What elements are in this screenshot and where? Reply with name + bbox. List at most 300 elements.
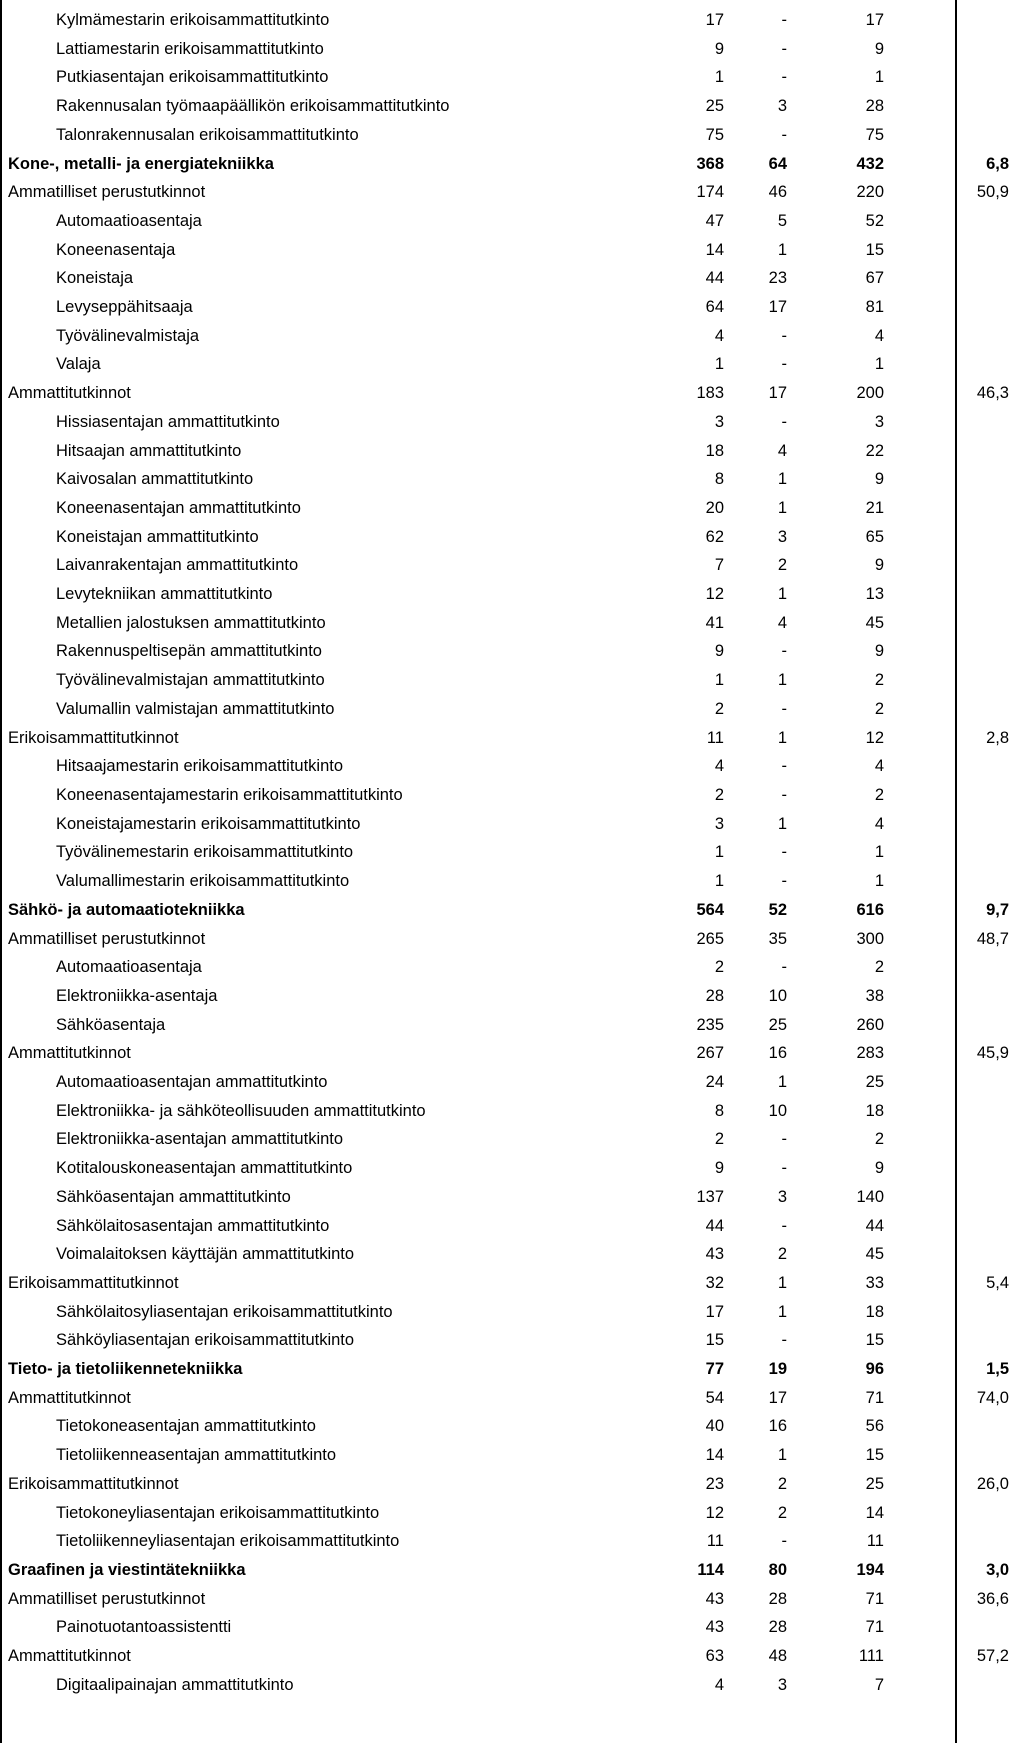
percent-cell: 2,8 (986, 728, 1009, 747)
table-row (2, 982, 1011, 1011)
table-row (2, 1527, 1011, 1556)
count-a-cell: 62 (705, 527, 724, 546)
percent-cell (884, 1068, 1011, 1097)
count-b-cell: 1 (777, 671, 787, 690)
qualification-name-cell: Ammattitutkinnot (8, 1647, 131, 1666)
qualification-name-cell: Erikoisammattitutkinnot (8, 1273, 179, 1292)
count-a-cell: 9 (714, 39, 724, 58)
qualification-name-cell: Levyseppähitsaaja (56, 298, 193, 317)
count-b-cell: 1 (777, 1273, 787, 1292)
qualification-name-cell: Hissiasentajan ammattitutkinto (56, 412, 280, 431)
count-b-cell: 17 (768, 384, 787, 403)
table-row (2, 1011, 1011, 1040)
count-b-cell: 80 (768, 1560, 787, 1579)
count-a-cell: 25 (705, 97, 724, 116)
percent-cell (884, 293, 1011, 322)
count-b-cell: - (781, 1532, 787, 1551)
count-b-cell: 17 (768, 298, 787, 317)
count-b-cell: - (781, 872, 787, 891)
total-cell: 2 (874, 785, 884, 804)
percent-cell (884, 551, 1011, 580)
count-a-cell: 4 (714, 1675, 724, 1694)
total-cell: 9 (874, 470, 884, 489)
percent-cell (884, 6, 1011, 35)
count-b-cell: - (781, 1216, 787, 1235)
subtotal-row (2, 1585, 1011, 1614)
count-b-cell: - (781, 68, 787, 87)
count-a-cell: 44 (705, 269, 724, 288)
count-a-cell: 18 (705, 441, 724, 460)
total-cell: 25 (865, 1073, 884, 1092)
table-row (2, 695, 1011, 724)
count-b-cell: 28 (768, 1589, 787, 1608)
count-a-cell: 114 (697, 1560, 724, 1579)
count-b-cell: - (781, 412, 787, 431)
total-cell: 67 (865, 269, 884, 288)
percent-cell (884, 35, 1011, 64)
percent-cell: 1,5 (986, 1360, 1009, 1379)
count-b-cell: 19 (768, 1360, 787, 1379)
percent-cell (884, 1499, 1011, 1528)
table-row (2, 121, 1011, 150)
count-b-cell: 3 (777, 1675, 787, 1694)
total-cell: 3 (874, 412, 884, 431)
total-cell: 44 (865, 1216, 884, 1235)
count-a-cell: 368 (696, 154, 724, 173)
qualification-name-cell: Tietoliikenneasentajan ammattitutkinto (56, 1446, 337, 1465)
count-b-cell: 16 (768, 1417, 787, 1436)
total-cell: 4 (874, 326, 884, 345)
qualification-name-cell: Työvälinevalmistaja (56, 326, 200, 345)
count-a-cell: 11 (706, 1532, 724, 1551)
table-row (2, 1125, 1011, 1154)
qualification-name-cell: Sähköasentajan ammattitutkinto (56, 1187, 291, 1206)
count-b-cell: 2 (777, 1245, 787, 1264)
percent-cell (884, 666, 1011, 695)
qualification-name-cell: Elektroniikka- ja sähköteollisuuden ammattitutkinto (56, 1101, 426, 1120)
qualification-name-cell: Koneenasentajan ammattitutkinto (56, 498, 301, 517)
total-cell: 11 (866, 1532, 884, 1551)
qualification-name-cell: Levytekniikan ammattitutkinto (56, 585, 273, 604)
count-b-cell: 1 (777, 585, 787, 604)
qualification-name-cell: Koneistajamestarin erikoisammattitutkinto (56, 814, 361, 833)
subtotal-row (2, 1269, 1011, 1298)
count-b-cell: 2 (777, 1474, 787, 1493)
total-cell: 13 (865, 585, 884, 604)
count-b-cell: 10 (768, 1101, 787, 1120)
total-cell: 45 (865, 613, 884, 632)
count-a-cell: 1 (714, 671, 724, 690)
count-a-cell: 1 (714, 872, 724, 891)
percent-cell (884, 580, 1011, 609)
table-row (2, 494, 1011, 523)
count-a-cell: 75 (705, 125, 724, 144)
count-a-cell: 14 (705, 1446, 724, 1465)
subtotal-row (2, 925, 1011, 954)
count-b-cell: 3 (777, 1187, 787, 1206)
percent-cell (884, 350, 1011, 379)
qualification-name-cell: Ammatilliset perustutkinnot (8, 929, 206, 948)
table-row (2, 1183, 1011, 1212)
table-row (2, 953, 1011, 982)
percent-cell (884, 408, 1011, 437)
count-b-cell: 1 (777, 240, 787, 259)
total-cell: 4 (874, 757, 884, 776)
qualification-name-cell: Sähkölaitosyliasentajan erikoisammattitutkinto (56, 1302, 393, 1321)
percent-cell (884, 1154, 1011, 1183)
count-a-cell: 1 (714, 355, 724, 374)
qualification-name-cell: Kaivosalan ammattitutkinto (56, 470, 254, 489)
qualification-name-cell: Hitsaajamestarin erikoisammattitutkinto (56, 757, 344, 776)
total-cell: 18 (865, 1101, 884, 1120)
table-row (2, 1298, 1011, 1327)
qualification-name-cell: Tietoliikenneyliasentajan erikoisammattitutkinto (56, 1532, 400, 1551)
subtotal-row (2, 1384, 1011, 1413)
qualification-name-cell: Laivanrakentajan ammattitutkinto (56, 556, 299, 575)
count-b-cell: 1 (777, 498, 787, 517)
qualification-name-cell: Työvälinevalmistajan ammattitutkinto (56, 671, 325, 690)
count-a-cell: 2 (714, 958, 724, 977)
table-row (2, 1613, 1011, 1642)
percent-cell (884, 1326, 1011, 1355)
percent-cell (884, 810, 1011, 839)
count-a-cell: 24 (705, 1073, 724, 1092)
total-cell: 71 (865, 1388, 884, 1407)
count-b-cell: 17 (768, 1388, 787, 1407)
count-b-cell: 23 (768, 269, 787, 288)
count-b-cell: 2 (777, 556, 787, 575)
qualification-name-cell: Talonrakennusalan erikoisammattitutkinto (56, 125, 359, 144)
percent-cell (884, 867, 1011, 896)
qualification-name-cell: Työvälinemestarin erikoisammattitutkinto (56, 843, 354, 862)
total-cell: 432 (856, 154, 884, 173)
count-a-cell: 265 (696, 929, 724, 948)
subtotal-row (2, 1039, 1011, 1068)
count-a-cell: 14 (705, 240, 724, 259)
percent-cell (884, 781, 1011, 810)
percent-cell (884, 1527, 1011, 1556)
subtotal-row (2, 178, 1011, 207)
percent-cell: 57,2 (976, 1647, 1009, 1666)
total-cell: 2 (874, 958, 884, 977)
total-cell: 9 (874, 642, 884, 661)
total-cell: 21 (865, 498, 884, 517)
count-a-cell: 28 (705, 986, 724, 1005)
total-cell: 2 (874, 699, 884, 718)
count-a-cell: 47 (705, 211, 724, 230)
table-row (2, 408, 1011, 437)
subtotal-row (2, 724, 1011, 753)
count-a-cell: 8 (714, 470, 724, 489)
percent-cell: 36,6 (976, 1589, 1009, 1608)
table-row (2, 637, 1011, 666)
count-b-cell: 46 (768, 183, 787, 202)
total-cell: 71 (865, 1589, 884, 1608)
count-b-cell: 5 (777, 211, 787, 230)
percent-cell (884, 207, 1011, 236)
total-cell: 15 (865, 1331, 884, 1350)
qualification-name-cell: Ammattitutkinnot (8, 1044, 131, 1063)
percent-cell: 9,7 (986, 900, 1009, 919)
total-cell: 25 (865, 1474, 884, 1493)
qualification-name-cell: Elektroniikka-asentaja (56, 986, 218, 1005)
table-row (2, 350, 1011, 379)
total-cell: 220 (856, 183, 884, 202)
count-a-cell: 17 (705, 11, 724, 29)
percent-cell: 45,9 (976, 1044, 1009, 1063)
count-b-cell: - (781, 1159, 787, 1178)
count-b-cell: - (781, 785, 787, 804)
qualification-name-cell: Koneenasentajamestarin erikoisammattitutkinto (56, 785, 403, 804)
table-row (2, 551, 1011, 580)
table-row (2, 1671, 1011, 1700)
total-cell: 9 (874, 39, 884, 58)
qualification-name-cell: Elektroniikka-asentajan ammattitutkinto (56, 1130, 344, 1149)
table-row (2, 838, 1011, 867)
subtotal-row (2, 1470, 1011, 1499)
percent-cell (884, 322, 1011, 351)
qualification-name-cell: Putkiasentajan erikoisammattitutkinto (56, 68, 329, 87)
count-a-cell: 3 (714, 814, 724, 833)
count-b-cell: 48 (768, 1647, 787, 1666)
count-b-cell: 35 (768, 929, 787, 948)
table-row (2, 752, 1011, 781)
table-row (2, 63, 1011, 92)
total-cell: 7 (874, 1675, 884, 1694)
table-row (2, 264, 1011, 293)
count-b-cell: - (781, 125, 787, 144)
table-row (2, 609, 1011, 638)
total-cell: 1 (874, 68, 884, 87)
count-b-cell: 1 (777, 814, 787, 833)
qualification-name-cell: Graafinen ja viestintätekniikka (8, 1560, 246, 1579)
percent-cell: 3,0 (986, 1560, 1009, 1579)
percent-cell (884, 494, 1011, 523)
count-a-cell: 43 (705, 1618, 724, 1637)
percent-cell: 74,0 (976, 1388, 1009, 1407)
count-a-cell: 54 (705, 1388, 724, 1407)
total-cell: 300 (856, 929, 884, 948)
percent-cell (884, 465, 1011, 494)
percent-cell (884, 695, 1011, 724)
table-row (2, 35, 1011, 64)
percent-cell (884, 838, 1011, 867)
qualification-name-cell: Sähköyliasentajan erikoisammattitutkinto (56, 1331, 355, 1350)
qualification-name-cell: Voimalaitoksen käyttäjän ammattitutkinto (56, 1245, 355, 1264)
subtotal-row (2, 379, 1011, 408)
qualification-name-cell: Ammattitutkinnot (8, 1388, 131, 1407)
table-row (2, 1097, 1011, 1126)
count-b-cell: - (781, 11, 787, 29)
total-cell: 56 (865, 1417, 884, 1436)
count-b-cell: 52 (768, 900, 787, 919)
table-row (2, 1212, 1011, 1241)
subtotal-row (2, 1642, 1011, 1671)
count-b-cell: 1 (777, 728, 787, 747)
table-row (2, 236, 1011, 265)
count-b-cell: 1 (777, 470, 787, 489)
table-row (2, 781, 1011, 810)
table-row (2, 1441, 1011, 1470)
total-cell: 111 (858, 1647, 884, 1666)
qualification-name-cell: Tietokoneyliasentajan erikoisammattitutkinto (56, 1503, 380, 1522)
table-row (2, 810, 1011, 839)
count-b-cell: - (781, 355, 787, 374)
count-b-cell: - (781, 1331, 787, 1350)
count-b-cell: - (781, 699, 787, 718)
total-cell: 2 (874, 671, 884, 690)
percent-cell (884, 437, 1011, 466)
count-b-cell: 64 (768, 154, 787, 173)
table-row (2, 6, 1011, 35)
count-a-cell: 64 (705, 298, 724, 317)
count-b-cell: 1 (777, 1302, 787, 1321)
count-a-cell: 564 (696, 900, 724, 919)
total-cell: 17 (865, 11, 884, 29)
percent-cell: 6,8 (986, 154, 1009, 173)
count-a-cell: 4 (714, 326, 724, 345)
percent-cell (884, 637, 1011, 666)
table-row (2, 1154, 1011, 1183)
total-cell: 1 (874, 843, 884, 862)
table-row (2, 1412, 1011, 1441)
percent-cell (884, 609, 1011, 638)
count-b-cell: 1 (777, 1446, 787, 1465)
total-cell: 45 (865, 1245, 884, 1264)
qualification-name-cell: Automaatioasentaja (56, 958, 202, 977)
percent-cell (884, 1097, 1011, 1126)
total-cell: 14 (865, 1503, 884, 1522)
total-cell: 9 (874, 556, 884, 575)
qualification-name-cell: Tietokoneasentajan ammattitutkinto (56, 1417, 316, 1436)
count-a-cell: 9 (714, 1159, 724, 1178)
qualification-name-cell: Valaja (56, 355, 101, 374)
total-cell: 81 (865, 298, 884, 317)
total-cell: 9 (874, 1159, 884, 1178)
count-a-cell: 8 (714, 1101, 724, 1120)
total-cell: 616 (856, 900, 884, 919)
total-cell: 33 (865, 1273, 884, 1292)
qualification-statistics-table (2, 6, 1011, 1699)
total-cell: 194 (856, 1560, 884, 1579)
percent-cell (884, 1412, 1011, 1441)
count-b-cell: - (781, 326, 787, 345)
total-cell: 12 (865, 728, 884, 747)
count-a-cell: 40 (705, 1417, 724, 1436)
section-header-row (2, 896, 1011, 925)
table-row (2, 1499, 1011, 1528)
table-row (2, 1326, 1011, 1355)
table-row (2, 293, 1011, 322)
percent-cell (884, 1613, 1011, 1642)
section-header-row (2, 1556, 1011, 1585)
percent-cell: 48,7 (976, 929, 1009, 948)
percent-cell (884, 1240, 1011, 1269)
count-a-cell: 44 (705, 1216, 724, 1235)
qualification-name-cell: Ammatilliset perustutkinnot (8, 1589, 206, 1608)
qualification-name-cell: Koneenasentaja (56, 240, 176, 259)
percent-cell (884, 1212, 1011, 1241)
count-b-cell: - (781, 39, 787, 58)
qualification-name-cell: Erikoisammattitutkinnot (8, 1474, 179, 1493)
qualification-name-cell: Rakennusalan työmaapäällikön erikoisammattitutkinto (56, 97, 450, 116)
table-row (2, 322, 1011, 351)
total-cell: 28 (865, 97, 884, 116)
count-a-cell: 4 (714, 757, 724, 776)
qualification-name-cell: Kone-, metalli- ja energiatekniikka (8, 154, 274, 173)
count-b-cell: 3 (777, 97, 787, 116)
count-b-cell: 1 (777, 1073, 787, 1092)
count-b-cell: 4 (777, 441, 787, 460)
qualification-name-cell: Koneistaja (56, 269, 134, 288)
count-a-cell: 12 (705, 585, 724, 604)
qualification-name-cell: Koneistajan ammattitutkinto (56, 527, 259, 546)
total-cell: 1 (874, 872, 884, 891)
count-a-cell: 137 (696, 1187, 724, 1206)
count-b-cell: - (781, 843, 787, 862)
count-a-cell: 3 (714, 412, 724, 431)
percent-cell (884, 1125, 1011, 1154)
count-b-cell: 3 (777, 527, 787, 546)
percent-cell: 50,9 (976, 183, 1009, 202)
qualification-name-cell: Sähkölaitosasentajan ammattitutkinto (56, 1216, 330, 1235)
count-a-cell: 20 (705, 498, 724, 517)
count-b-cell: 28 (768, 1618, 787, 1637)
percent-cell (884, 121, 1011, 150)
total-cell: 65 (865, 527, 884, 546)
qualification-name-cell: Sähköasentaja (56, 1015, 166, 1034)
total-cell: 96 (865, 1360, 884, 1379)
percent-cell (884, 752, 1011, 781)
count-b-cell: - (781, 757, 787, 776)
count-a-cell: 267 (696, 1044, 724, 1063)
total-cell: 4 (874, 814, 884, 833)
percent-cell: 46,3 (976, 384, 1009, 403)
qualification-name-cell: Kylmämestarin erikoisammattitutkinto (56, 11, 330, 29)
count-a-cell: 2 (714, 699, 724, 718)
table-row (2, 523, 1011, 552)
table-row (2, 437, 1011, 466)
percent-cell: 5,4 (986, 1273, 1009, 1292)
qualification-name-cell: Erikoisammattitutkinnot (8, 728, 179, 747)
percent-cell (884, 1183, 1011, 1212)
total-cell: 2 (874, 1130, 884, 1149)
qualification-name-cell: Kotitalouskoneasentajan ammattitutkinto (56, 1159, 353, 1178)
qualification-name-cell: Hitsaajan ammattitutkinto (56, 441, 242, 460)
total-cell: 52 (865, 211, 884, 230)
total-cell: 1 (874, 355, 884, 374)
count-a-cell: 43 (705, 1245, 724, 1264)
total-cell: 200 (856, 384, 884, 403)
total-cell: 140 (856, 1187, 884, 1206)
percent-cell (884, 1671, 1011, 1700)
percent-cell (884, 236, 1011, 265)
total-cell: 15 (865, 1446, 884, 1465)
total-cell: 260 (856, 1015, 884, 1034)
count-a-cell: 23 (705, 1474, 724, 1493)
total-cell: 71 (865, 1618, 884, 1637)
percent-cell (884, 953, 1011, 982)
table-body (2, 6, 1011, 1699)
count-b-cell: 16 (768, 1044, 787, 1063)
count-a-cell: 2 (714, 1130, 724, 1149)
count-a-cell: 235 (696, 1015, 724, 1034)
count-a-cell: 11 (706, 728, 724, 747)
count-a-cell: 2 (714, 785, 724, 804)
qualification-name-cell: Lattiamestarin erikoisammattitutkinto (56, 39, 324, 58)
percent-cell: 26,0 (976, 1474, 1009, 1493)
count-a-cell: 43 (705, 1589, 724, 1608)
